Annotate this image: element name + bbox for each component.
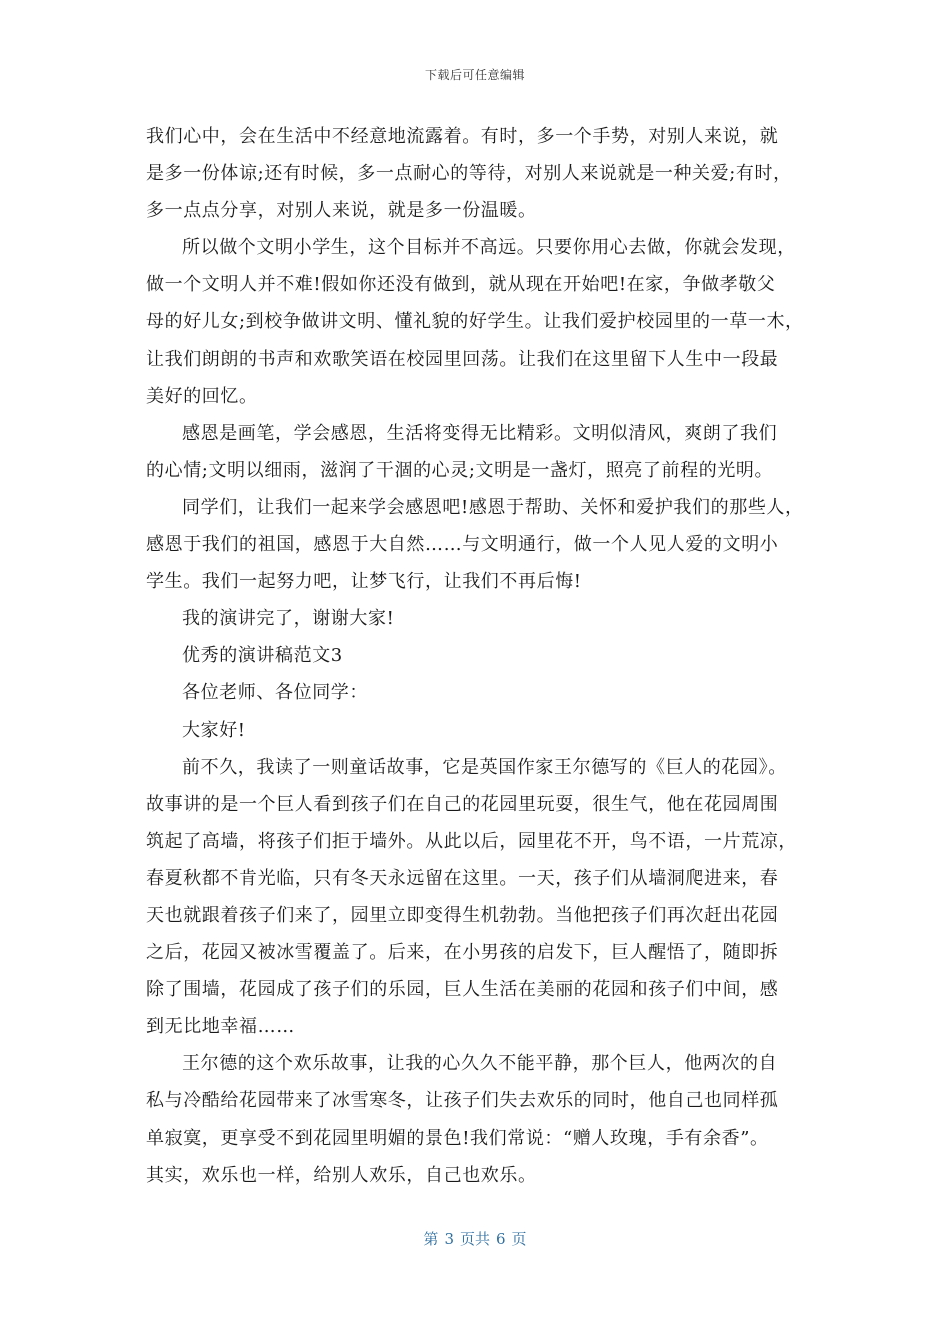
page-footer [0, 1228, 950, 1249]
text-line: 我们心中，会在生活中不经意地流露着。有时，多一个手势，对别人来说，就 [146, 126, 779, 147]
page-header: 下载后可任意编辑 [424, 68, 525, 82]
text-line: 王尔德的这个欢乐故事，让我的心久久不能平静，那个巨人，他两次的自 [182, 1053, 778, 1075]
text-line: 感恩于我们的祖国，感恩于大自然……与文明通行，做一个人见人爱的文明小 [146, 534, 779, 556]
text-line: 美好的回忆。 [146, 385, 258, 407]
text-line: 各位老师、各位同学： [182, 682, 368, 704]
text-line: 感恩是画笔，学会感恩，生活将变得无比精彩。文明似清风，爽朗了我们 [182, 422, 778, 444]
text-line: 春夏秋都不肯光临，只有冬天永远留在这里。一天，孩子们从墙洞爬进来，春 [146, 867, 779, 889]
text-line: 做一个文明人并不难!假如你还没有做到，就从现在开始吧!在家，争做孝敬父 [146, 274, 776, 296]
text-line: 大家好! [182, 719, 246, 741]
text-line: 除了围墙，花园成了孩子们的乐园，巨人生活在美丽的花园和孩子们中间，感 [146, 979, 779, 1001]
text-line: 其实，欢乐也一样，给别人欢乐，自己也欢乐。 [146, 1164, 537, 1186]
footer-prefix: 第 [423, 1230, 439, 1248]
footer-total-pages: 6 [496, 1230, 506, 1248]
footer-page-number: 3 [444, 1230, 454, 1248]
text-line: 多一点点分享，对别人来说，就是多一份温暖。 [146, 200, 537, 222]
text-line: 到无比地幸福…… [146, 1016, 295, 1038]
text-line: 母的好儿女;到校争做讲文明、懂礼貌的好学生。让我们爱护校园里的一草一木， [146, 311, 804, 333]
text-line: 学生。我们一起努力吧，让梦飞行，让我们不再后悔! [146, 571, 582, 593]
text-line: 筑起了高墙，将孩子们拒于墙外。从此以后，园里花不开，鸟不语，一片荒凉， [146, 830, 797, 852]
text-line: 天也就跟着孩子们来了，园里立即变得生机勃勃。当他把孩子们再次赶出花园 [146, 904, 779, 926]
text-line: 之后，花园又被冰雪覆盖了。后来，在小男孩的启发下，巨人醒悟了，随即拆 [146, 942, 779, 964]
text-line: 私与冷酷给花园带来了冰雪寒冬，让孩子们失去欢乐的同时，他自己也同样孤 [146, 1090, 779, 1112]
text-line: 前不久，我读了一则童话故事，它是英国作家王尔德写的《巨人的花园》。 [182, 756, 787, 778]
document-body [146, 118, 810, 1194]
text-line: 所以做个文明小学生，这个目标并不高远。只要你用心去做，你就会发现， [182, 237, 796, 259]
footer-middle: 页共 [459, 1230, 490, 1248]
text-line: 单寂寞，更享受不到花园里明媚的景色!我们常说：“赠人玫瑰，手有余香”。 [146, 1127, 769, 1149]
text-line: 的心情;文明以细雨，滋润了干涸的心灵;文明是一盏灯，照亮了前程的光明。 [146, 459, 774, 481]
footer-suffix: 页 [511, 1230, 527, 1248]
text-line: 同学们，让我们一起来学会感恩吧!感恩于帮助、关怀和爱护我们的那些人， [182, 496, 804, 518]
text-line: 让我们朗朗的书声和欢歌笑语在校园里回荡。让我们在这里留下人生中一段最 [146, 348, 779, 370]
text-line: 故事讲的是一个巨人看到孩子们在自己的花园里玩耍，很生气，他在花园周围 [146, 793, 779, 815]
text-line: 优秀的演讲稿范文3 [182, 645, 343, 667]
text-line: 是多一份体谅;还有时候，多一点耐心的等待，对别人来说就是一种关爱;有时， [146, 163, 792, 185]
text-line: 我的演讲完了，谢谢大家! [182, 608, 395, 630]
